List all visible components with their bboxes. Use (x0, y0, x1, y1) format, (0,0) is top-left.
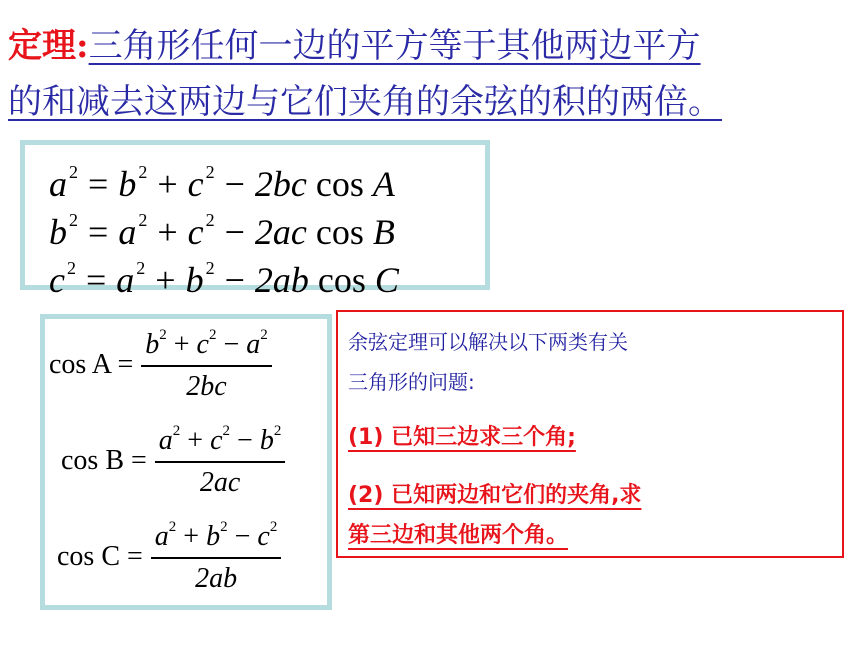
theorem-line-2: 的和减去这两边与它们夹角的余弦的积的两倍。 (8, 82, 722, 122)
note-intro: 余弦定理可以解决以下两类有关 三角形的问题: (348, 330, 628, 394)
theorem-label: 定理: (8, 26, 89, 66)
note-item-2: (2) 已知两边和它们的夹角,求 第三边和其他两个角。 (348, 483, 642, 548)
formula-c: c $^2$ = a $^2$ + b $^2$ − 2ab cos C (49, 258, 399, 300)
note-item-1: (1) 已知三边求三个角; (348, 425, 576, 450)
cosine-formulas-box (40, 314, 332, 610)
applications-note (336, 310, 844, 558)
theorem-text (8, 18, 848, 130)
cos-a-formula: cos A = $\frac{b^2 + c^2 - a^2}{2bc}$ (49, 327, 272, 403)
formula-a: a $^2$ = b $^2$ + c $^2$ − 2bc cos A (49, 162, 395, 204)
theorem-line-1: 三角形任何一边的平方等于其他两边平方 (88, 26, 701, 66)
law-of-cosines-box (20, 140, 490, 300)
formula-b: b $^2$ = a $^2$ + c $^2$ − 2ac cos B (49, 210, 395, 252)
cos-c-formula: cos C = $\frac{a^2 + b^2 - c^2}{2ab}$ (57, 519, 281, 595)
cos-b-formula: cos B = $\frac{a^2 + c^2 - b^2}{2ac}$ (61, 423, 285, 499)
